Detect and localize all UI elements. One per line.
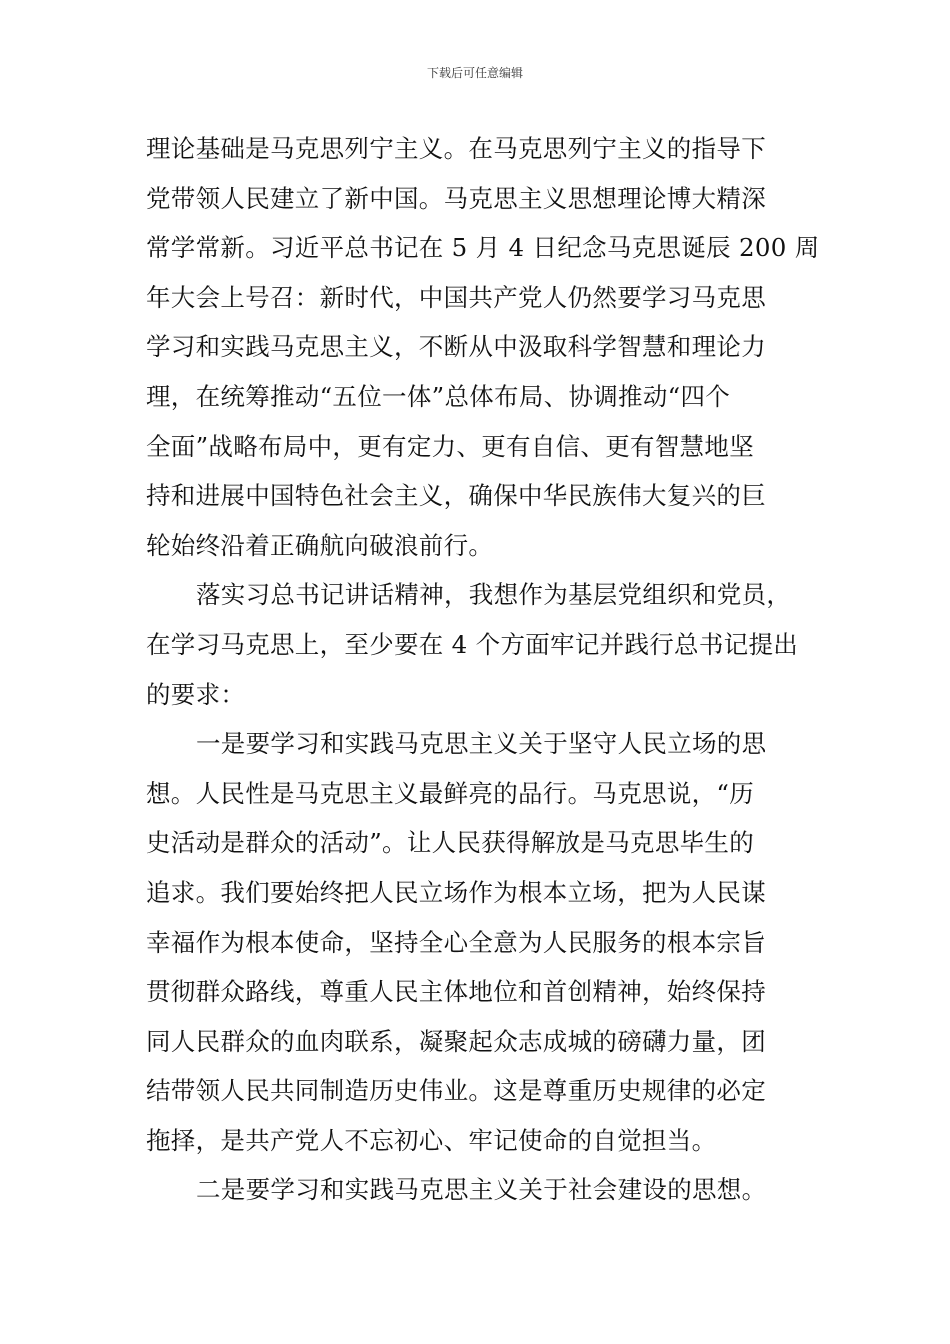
text-line: 年大会上号召：新时代，中国共产党人仍然要学习马克思 bbox=[146, 282, 766, 312]
text-line: 二是要学习和实践马克思主义关于社会建设的思想。 bbox=[196, 1175, 767, 1205]
text-line: 学习和实践马克思主义，不断从中汲取科学智慧和理论力 bbox=[146, 332, 766, 362]
text-line: 全面”战略布局中，更有定力、更有自信、更有智慧地坚 bbox=[146, 431, 755, 461]
document-body bbox=[146, 124, 826, 1215]
text-line: 一是要学习和实践马克思主义关于坚守人民立场的思 bbox=[196, 729, 767, 759]
text-line: 史活动是群众的活动”。让人民获得解放是马克思毕生的 bbox=[146, 828, 755, 858]
text-line: 追求。我们要始终把人民立场作为根本立场，把为人民谋 bbox=[146, 877, 766, 907]
text-line: 理，在统筹推动“五位一体”总体布局、协调推动“四个 bbox=[146, 381, 731, 411]
text-line: 落实习总书记讲话精神，我想作为基层党组织和党员， bbox=[196, 580, 792, 610]
text-line: 轮始终沿着正确航向破浪前行。 bbox=[146, 530, 494, 560]
text-line: 在学习马克思上，至少要在 4 个方面牢记并践行总书记提出 bbox=[146, 629, 799, 659]
text-line: 持和进展中国特色社会主义，确保中华民族伟大复兴的巨 bbox=[146, 481, 766, 511]
text-line: 拖择，是共产党人不忘初心、牢记使命的自觉担当。 bbox=[146, 1125, 717, 1155]
text-line: 幸福作为根本使命，坚持全心全意为人民服务的根本宗旨 bbox=[146, 927, 766, 957]
text-line: 结带领人民共同制造历史伟业。这是尊重历史规律的必定 bbox=[146, 1076, 766, 1106]
text-line: 的要求： bbox=[146, 679, 246, 709]
text-line: 常学常新。习近平总书记在 5 月 4 日纪念马克思诞辰 200 周 bbox=[146, 233, 820, 263]
page-header: 下载后可任意编辑 bbox=[426, 66, 523, 80]
text-line: 同人民群众的血肉联系，凝聚起众志成城的磅礴力量，团 bbox=[146, 1026, 766, 1056]
text-line: 想。人民性是马克思主义最鲜亮的品行。马克思说，“历 bbox=[146, 778, 755, 808]
text-line: 贯彻群众路线，尊重人民主体地位和首创精神，始终保持 bbox=[146, 977, 766, 1007]
text-line: 理论基础是马克思列宁主义。在马克思列宁主义的指导下 bbox=[146, 134, 766, 163]
text-line: 党带领人民建立了新中国。马克思主义思想理论博大精深 bbox=[146, 183, 766, 213]
